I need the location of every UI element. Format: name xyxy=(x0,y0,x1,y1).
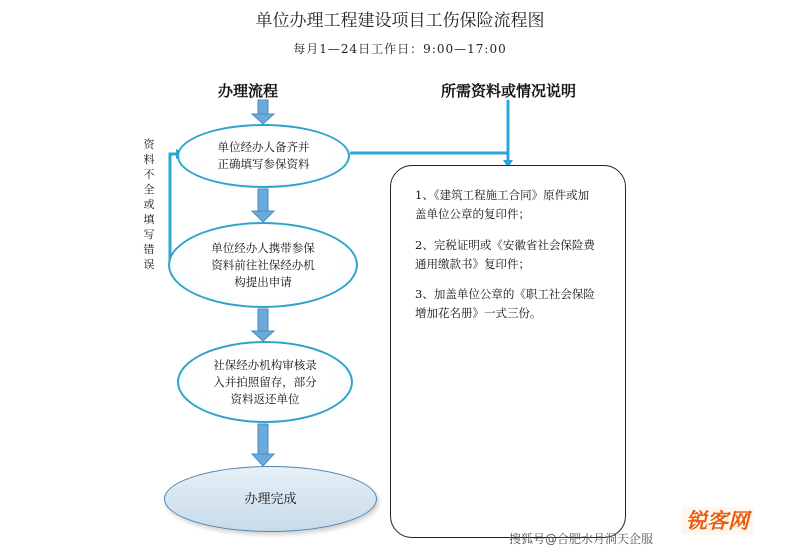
step-review-and-record: 社保经办机构审核录 入并拍照留存，部分 资料返还单位 xyxy=(177,341,353,423)
requirement-item: 1、《建筑工程施工合同》原件或加 盖单位公章的复印件； xyxy=(415,188,590,221)
step-prepare-materials: 单位经办人备齐并 正确填写参保资料 xyxy=(177,124,350,188)
required-materials-box xyxy=(390,165,626,538)
arrow-step2-to-step3 xyxy=(252,309,274,341)
materials-column-heading: 所需资料或情况说明 xyxy=(441,82,577,100)
arrow-step1-to-step2 xyxy=(252,189,274,222)
arrow-heading-to-step1 xyxy=(252,100,274,124)
arrow-step3-to-done xyxy=(252,424,274,466)
step-complete: 办理完成 xyxy=(164,466,377,532)
working-hours: 每月1—24日工作日：9:00—17:00 xyxy=(293,42,507,56)
watermark-text: 搜狐号@合肥水月洞天企服 xyxy=(509,532,654,546)
side-note-incomplete-materials: 资料不全或填写错误 xyxy=(143,138,155,271)
page-title: 单位办理工程建设项目工伤保险流程图 xyxy=(255,11,545,31)
process-column-heading: 办理流程 xyxy=(218,82,279,100)
requirement-item: 3、加盖单位公章的《职工社会保险 增加花名册》一式三份。 xyxy=(415,287,595,320)
requirement-item: 2、完税证明或《安徽省社会保险费 通用缴款书》复印件； xyxy=(415,238,595,271)
step-submit-application: 单位经办人携带参保 资料前往社保经办机 构提出申请 xyxy=(168,222,358,308)
site-logo: 锐客网 xyxy=(681,507,754,535)
